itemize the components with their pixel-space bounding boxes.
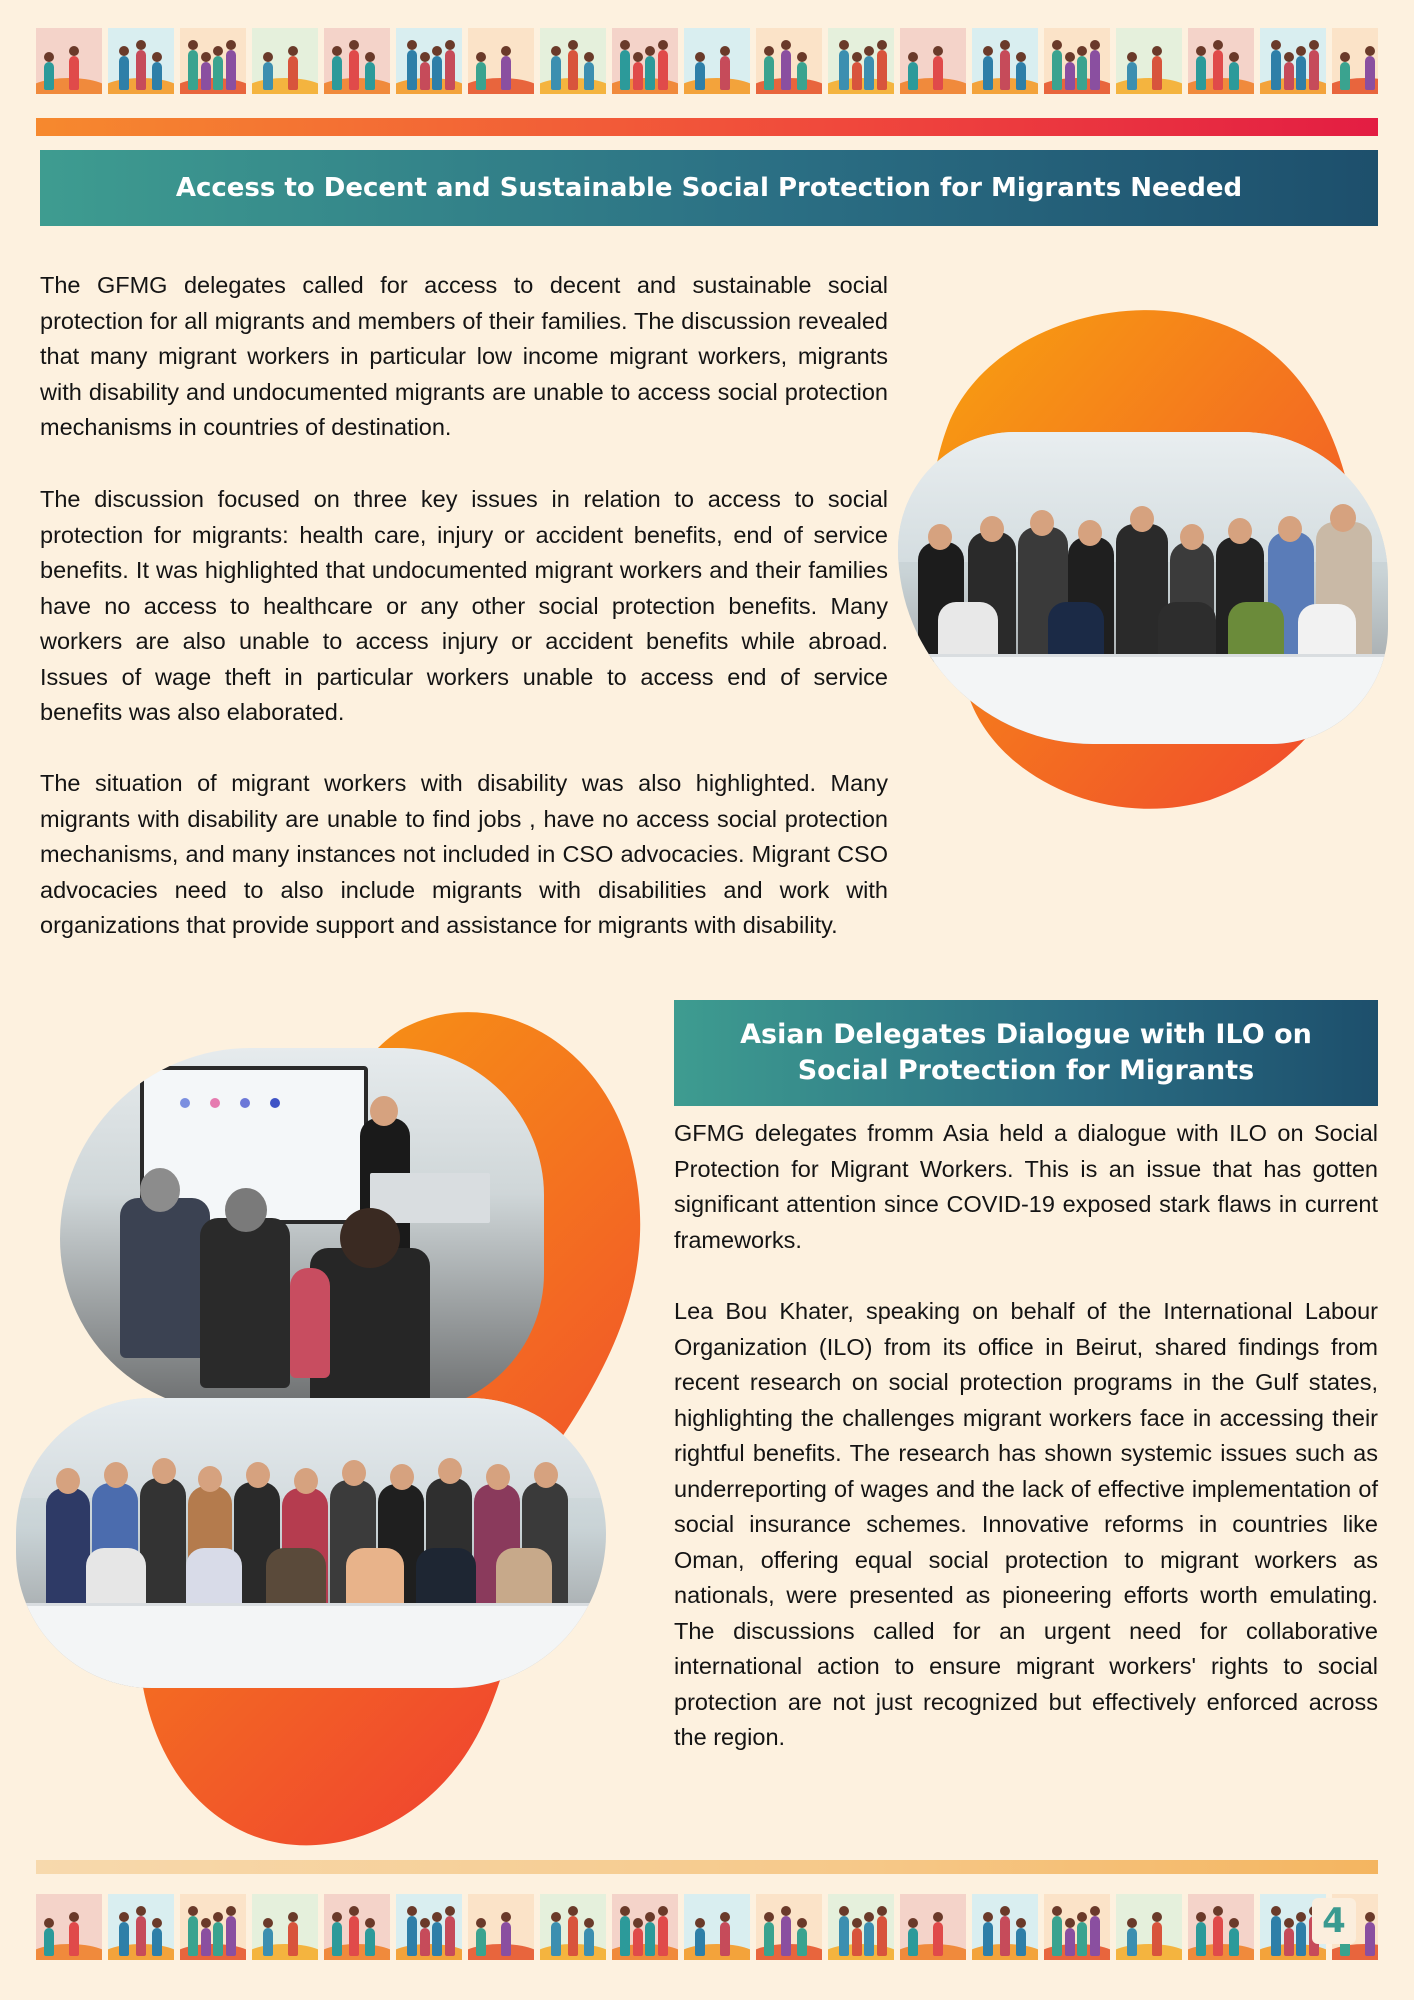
banner-tile	[972, 28, 1038, 94]
banner-tile	[612, 28, 678, 94]
group-photo-1	[898, 432, 1388, 744]
section-2-paragraph-1: GFMG delegates fromm Asia held a dialogue with ILO on Social Protection for Migrant Workers. This is an issue that has gotten significant attention since COVID-19 exposed stark flaws in current frameworks.	[674, 1120, 1378, 1253]
banner-tile	[756, 28, 822, 94]
banner-tile	[612, 1894, 678, 1960]
banner-tile	[900, 28, 966, 94]
banner-tile	[756, 1894, 822, 1960]
banner-tile	[324, 28, 390, 94]
banner-tile	[1044, 28, 1110, 94]
top-decorative-banner	[36, 28, 1378, 94]
banner-tile	[828, 1894, 894, 1960]
banner-tile	[1116, 1894, 1182, 1960]
banner-tile	[1044, 1894, 1110, 1960]
section-1-paragraph-2: The discussion focused on three key issues in relation to access to social protection for migrants: health care, injury or accident benefits, end of service benefits. It was highlighted that undocumented migrant workers and their families have no access to healthcare or any other social protection benefits. Many workers are also unable to access injury or accident benefits while abroad. Issues of wage theft in particular workers unable to access end of service benefits was also elaborated.	[40, 486, 888, 725]
section-2-paragraph-2: Lea Bou Khater, speaking on behalf of the International Labour Organization (ILO) from its office in Beirut, shared findings from recent research on social protection programs in the Gulf states, highlighting the challenges migrant workers face in accessing their rightful benefits. The research has shown systemic issues such as underreporting of wages and the lack of effective implementation of social insurance schemes. Innovative reforms in countries like Oman, offering equal social protection to migrant workers as nationals, were presented as pioneering efforts worth emulating. The discussions called for an urgent need for collaborative international action to ensure migrant workers' rights to social protection are not just recognized but effectively enforced across the region.	[674, 1298, 1378, 1750]
top-accent-bar	[36, 118, 1378, 136]
banner-tile	[180, 1894, 246, 1960]
banner-tile	[36, 1894, 102, 1960]
section-1-paragraph-1: The GFMG delegates called for access to decent and sustainable social protection for all migrants and members of their families. The discussion revealed that many migrant workers in particular low income migrant workers, migrants with disability and undocumented migrants are unable to access social protection mechanisms in countries of destination.	[40, 272, 888, 440]
section-2-title: Asian Delegates Dialogue with ILO on Social Protection for Migrants	[674, 1000, 1378, 1106]
group-photo-2	[16, 1398, 606, 1688]
banner-tile	[1188, 28, 1254, 94]
banner-tile	[252, 1894, 318, 1960]
banner-tile	[468, 28, 534, 94]
banner-tile	[396, 1894, 462, 1960]
banner-tile	[1188, 1894, 1254, 1960]
banner-tile	[180, 28, 246, 94]
banner-tile	[1332, 28, 1378, 94]
banner-tile	[396, 28, 462, 94]
banner-tile	[684, 1894, 750, 1960]
page-number: 4	[1312, 1898, 1356, 1944]
banner-tile	[540, 28, 606, 94]
banner-tile	[252, 28, 318, 94]
banner-tile	[540, 1894, 606, 1960]
banner-tile	[324, 1894, 390, 1960]
banner-tile	[1116, 28, 1182, 94]
banner-tile	[108, 1894, 174, 1960]
banner-tile	[108, 28, 174, 94]
banner-tile	[36, 28, 102, 94]
banner-tile	[900, 1894, 966, 1960]
banner-tile	[684, 28, 750, 94]
meeting-photo	[60, 1048, 544, 1412]
banner-tile	[828, 28, 894, 94]
banner-tile	[1260, 28, 1326, 94]
section-1-paragraph-3: The situation of migrant workers with disability was also highlighted. Many migrants with disability are unable to find jobs , have no access social protection mechanisms, and many instances not included in CSO advocacies. Migrant CSO advocacies need to also include migrants with disabilities and work with organizations that provide support and assistance for migrants with disability.	[40, 770, 888, 938]
bottom-decorative-banner	[36, 1894, 1378, 1960]
bottom-accent-bar	[36, 1860, 1378, 1874]
section-1-title: Access to Decent and Sustainable Social Protection for Migrants Needed	[40, 150, 1378, 226]
banner-tile	[972, 1894, 1038, 1960]
banner-tile	[468, 1894, 534, 1960]
